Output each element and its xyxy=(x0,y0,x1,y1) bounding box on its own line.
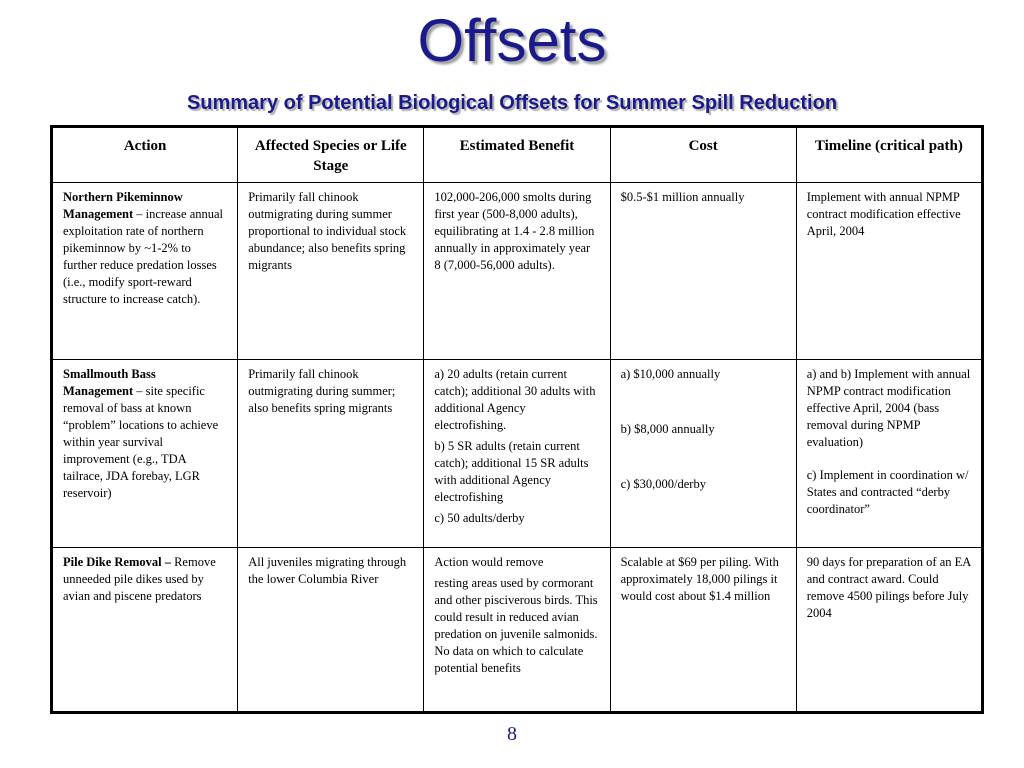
table-row xyxy=(52,183,983,360)
cell-action xyxy=(52,183,238,360)
header-timeline: Timeline (critical path) xyxy=(796,127,982,183)
cell-benefit xyxy=(424,360,610,548)
benefit-text: b) 5 SR adults (retain current catch); additional 15 SR adults with additional Agency electrofishing xyxy=(434,439,589,504)
cost-text: c) $30,000/derby xyxy=(620,477,706,491)
header-estimated-benefit: Estimated Benefit xyxy=(424,127,610,183)
cell-species: Primarily fall chinook outmigrating during summer proportional to individual stock abundance; also benefits spring migrants xyxy=(238,183,424,360)
cell-timeline xyxy=(796,548,982,713)
action-title: Northern Pikeminnow Management xyxy=(63,190,183,221)
page-number: 8 xyxy=(507,723,517,745)
table-row xyxy=(52,548,983,713)
timeline-text: c) Implement in coordination w/ States and contracted “derby coordinator” xyxy=(806,468,969,516)
cell-species: Primarily fall chinook outmigrating during summer; also benefits spring migrants xyxy=(238,360,424,548)
action-title: Pile Dike Removal – xyxy=(63,555,171,569)
timeline-text: 90 days for preparation of an EA and contract award. Could remove 4500 pilings before July 2004 xyxy=(806,555,971,620)
cell-action xyxy=(52,360,238,548)
benefit-text: 102,000-206,000 smolts during first year (500-8,000 adults), equilibrating at 1.4 - 2.8 million annually in approximately year 8 (7,000-56,000 adults). xyxy=(434,190,595,272)
slide-subtitle: Summary of Potential Biological Offsets for Summer Spill Reduction xyxy=(186,92,838,114)
benefit-text: resting areas used by cormorant and other pisciverous birds. This could result in reduced avian predation on juvenile salmonids. No data on which to calculate potential benefits xyxy=(434,576,598,675)
header-cost: Cost xyxy=(610,127,796,183)
cost-text: Scalable at $69 per piling. With approximately 18,000 pilings it would cost about $1.4 million xyxy=(620,555,779,603)
table-row xyxy=(52,360,983,548)
action-title: Smallmouth Bass Management xyxy=(63,367,156,398)
cost-text: $0.5-$1 million annually xyxy=(620,190,745,204)
cost-text: a) $10,000 annually xyxy=(620,367,721,381)
cell-species: All juveniles migrating through the lower Columbia River xyxy=(238,548,424,713)
table-header-row xyxy=(52,127,983,183)
offsets-table xyxy=(50,125,984,714)
cell-cost xyxy=(610,548,796,713)
timeline-text: Implement with annual NPMP contract modification effective April, 2004 xyxy=(806,190,961,238)
cell-timeline xyxy=(796,183,982,360)
action-description: – site specific removal of bass at known “problem” locations to achieve within year survival improvement (e.g., TDA tailrace, JDA forebay, LGR reservoir) xyxy=(63,384,219,500)
cell-benefit xyxy=(424,548,610,713)
cell-timeline xyxy=(796,360,982,548)
cell-cost xyxy=(610,183,796,360)
timeline-text: a) and b) Implement with annual NPMP contract modification effective April, 2004 (bass removal during NPMP evaluation) xyxy=(806,367,971,449)
cell-benefit xyxy=(424,183,610,360)
action-description: – increase annual exploitation rate of northern pikeminnow by ~1-2% to further reduce predation losses (i.e., modify sport-reward structure to increase catch). xyxy=(63,207,224,306)
cost-text: b) $8,000 annually xyxy=(620,422,715,436)
slide-title: Offsets xyxy=(417,7,607,74)
cell-action xyxy=(52,548,238,713)
cell-cost xyxy=(610,360,796,548)
header-affected-species: Affected Species or Life Stage xyxy=(238,127,424,183)
benefit-text: a) 20 adults (retain current catch); additional 30 adults with additional Agency electrofishing. xyxy=(434,367,596,432)
benefit-text: Action would remove xyxy=(434,555,544,569)
header-action: Action xyxy=(52,127,238,183)
action-description: Remove unneeded pile dikes used by avian and piscene predators xyxy=(63,555,216,603)
benefit-text: c) 50 adults/derby xyxy=(434,511,525,525)
